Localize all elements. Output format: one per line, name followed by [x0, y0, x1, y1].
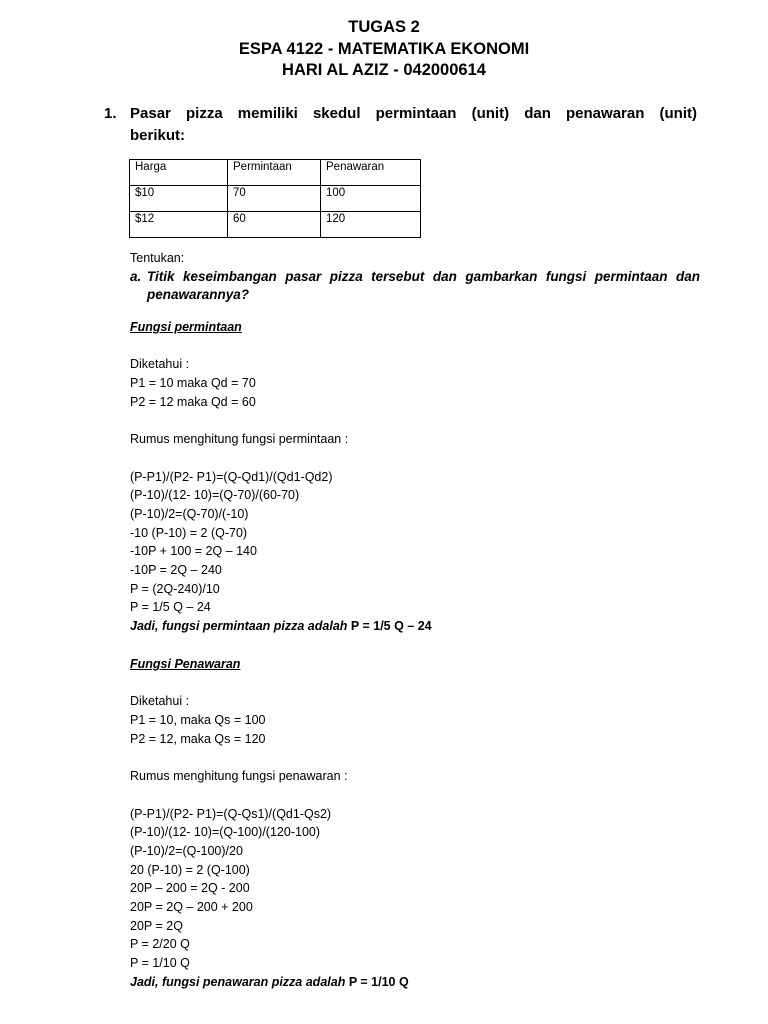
demand-step: (P-10)/2=(Q-70)/(-10)	[130, 506, 249, 521]
supply-step: 20P = 2Q	[130, 918, 183, 933]
supply-conclusion	[130, 973, 700, 992]
supply-title: Fungsi Penawaran	[130, 657, 241, 671]
demand-known-label: Diketahui :	[130, 357, 190, 372]
question-number: 1.	[104, 105, 117, 122]
table-header-cell: Harga	[130, 160, 228, 186]
demand-step: -10P + 100 = 2Q – 140	[130, 544, 257, 559]
demand-step: -10 (P-10) = 2 (Q-70)	[130, 525, 248, 540]
supply-section	[130, 655, 700, 991]
course-title: ESPA 4122 - MATEMATIKA EKONOMI	[238, 39, 530, 58]
supply-known-line: P2 = 12, maka Qs = 120	[130, 731, 266, 746]
demand-known-line: P2 = 12 maka Qd = 60	[130, 394, 256, 409]
tentukan-label: Tentukan:	[130, 251, 185, 265]
item-a-label: a.	[130, 269, 142, 284]
table-cell: $10	[130, 186, 228, 212]
table-cell: 120	[321, 212, 421, 238]
demand-step: (P-P1)/(P2- P1)=(Q-Qd1)/(Qd1-Qd2)	[130, 469, 333, 484]
table-cell: 70	[228, 186, 321, 212]
assignment-title: TUGAS 2	[348, 18, 420, 36]
table-cell: 60	[228, 212, 321, 238]
supply-step: P = 1/10 Q	[130, 956, 190, 970]
demand-step: -10P = 2Q – 240	[130, 562, 222, 577]
supply-step: P = 2/20 Q	[130, 937, 190, 952]
table-cell: 100	[321, 186, 421, 212]
table-header-cell: Penawaran	[321, 160, 421, 186]
table-header-cell: Permintaan	[228, 160, 321, 186]
supply-step: 20 (P-10) = 2 (Q-100)	[130, 862, 250, 877]
supply-formula-label: Rumus menghitung fungsi penawaran :	[130, 769, 348, 784]
demand-title: Fungsi permintaan	[130, 320, 242, 334]
table-row	[130, 186, 421, 212]
demand-known-line: P1 = 10 maka Qd = 70	[130, 376, 256, 391]
demand-step: P = 1/5 Q – 24	[130, 600, 211, 615]
demand-step: P = (2Q-240)/10	[130, 581, 220, 596]
demand-step: (P-10)/(12- 10)=(Q-70)/(60-70)	[130, 488, 300, 503]
supply-conclusion-prefix: Jadi, fungsi penawaran pizza adalah	[130, 974, 349, 989]
item-a-text: Titik keseimbangan pasar pizza tersebut dan gambarkan fungsi permintaan dan penawarannya?	[147, 269, 700, 302]
supply-step: (P-10)/2=(Q-100)/20	[130, 843, 243, 858]
table-row	[130, 212, 421, 238]
supply-step: 20P = 2Q – 200 + 200	[130, 899, 253, 914]
item-a	[130, 268, 700, 304]
question-1	[104, 103, 697, 147]
table-header-row	[130, 160, 421, 186]
supply-step: (P-10)/(12- 10)=(Q-100)/(120-100)	[130, 825, 321, 840]
schedule-table	[129, 159, 421, 238]
supply-known-label: Diketahui :	[130, 694, 190, 709]
question-text: Pasar pizza memiliki skedul permintaan (unit) dan penawaran (unit) berikut:	[130, 105, 697, 144]
demand-conclusion-prefix: Jadi, fungsi permintaan pizza adalah	[130, 619, 351, 633]
supply-step: (P-P1)/(P2- P1)=(Q-Qs1)/(Qd1-Qs2)	[130, 806, 332, 821]
supply-conclusion-value: P = 1/10 Q	[348, 974, 409, 989]
demand-conclusion-value: P = 1/5 Q – 24	[350, 619, 432, 633]
demand-formula-label: Rumus menghitung fungsi permintaan :	[130, 432, 349, 447]
student-name: HARI AL AZIZ - 042000614	[282, 61, 486, 79]
supply-known-line: P1 = 10, maka Qs = 100	[130, 713, 266, 728]
demand-section	[130, 318, 700, 636]
supply-step: 20P – 200 = 2Q - 200	[130, 881, 250, 896]
document-header	[0, 17, 768, 82]
demand-conclusion	[130, 617, 700, 636]
table-cell: $12	[130, 212, 228, 238]
